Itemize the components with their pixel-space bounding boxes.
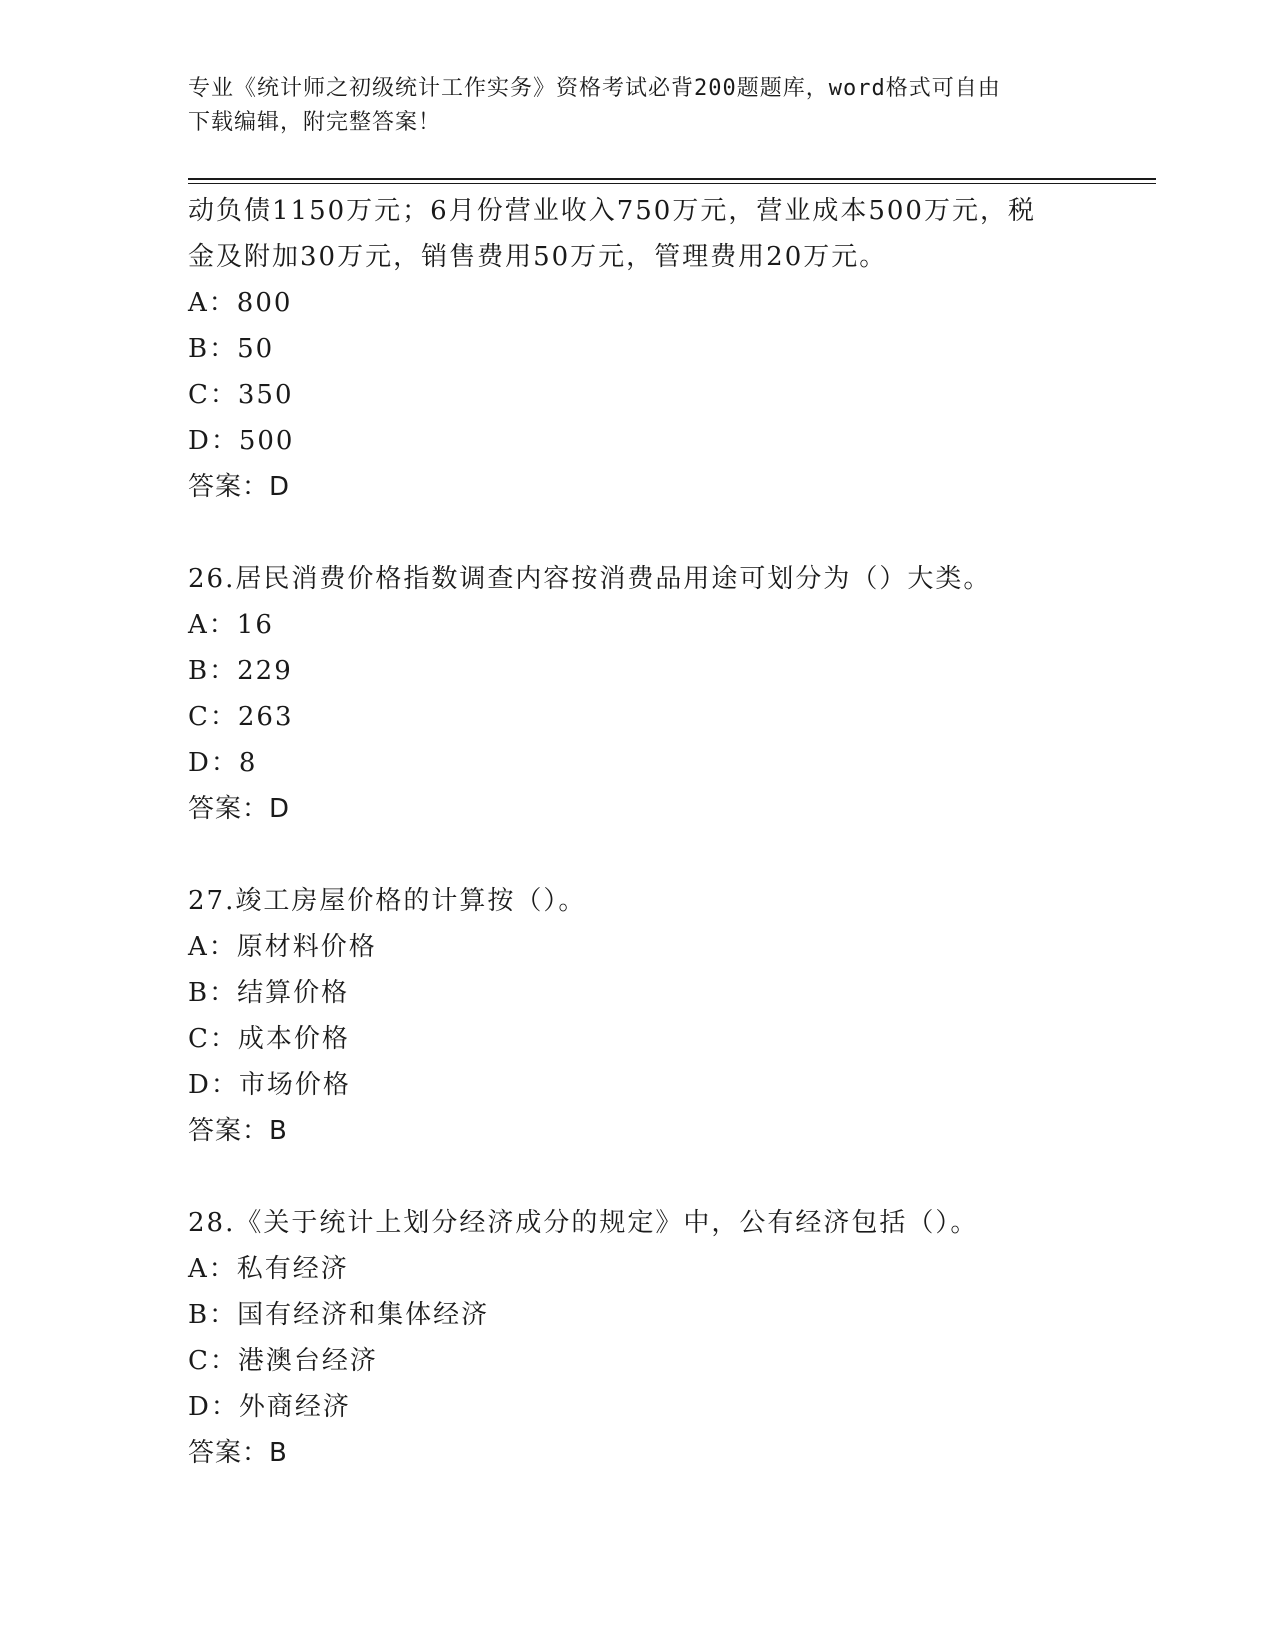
question-block-27 — [188, 878, 1088, 1154]
option-c: C：港澳台经济 — [188, 1346, 378, 1376]
question-block-26 — [188, 556, 1088, 832]
header-title-line-2: 下载编辑，附完整答案！ — [188, 110, 442, 135]
page-header — [188, 72, 1068, 140]
question-stem: 26.居民消费价格指数调查内容按消费品用途可划分为（）大类。 — [188, 564, 992, 594]
answer-line: 答案：D — [188, 472, 291, 502]
option-d: D：外商经济 — [188, 1392, 351, 1422]
option-b: B：229 — [188, 656, 293, 686]
answer-line: 答案：B — [188, 1438, 288, 1468]
option-c: C：263 — [188, 702, 294, 732]
question-text-continued: 金及附加30万元，销售费用50万元，管理费用20万元。 — [188, 242, 888, 272]
question-text-continued: 动负债1150万元；6月份营业收入750万元，营业成本500万元，税 — [188, 196, 1036, 226]
spacer — [188, 832, 1088, 878]
option-d: D：8 — [188, 748, 258, 778]
option-d: D：500 — [188, 426, 295, 456]
option-b: B：国有经济和集体经济 — [188, 1300, 490, 1330]
header-divider — [188, 178, 1156, 184]
option-c: C：成本价格 — [188, 1024, 350, 1054]
spacer — [188, 1154, 1088, 1200]
option-c: C：350 — [188, 380, 294, 410]
answer-line: 答案：B — [188, 1116, 288, 1146]
answer-line: 答案：D — [188, 794, 291, 824]
option-d: D：市场价格 — [188, 1070, 351, 1100]
question-list — [188, 188, 1088, 1476]
header-title-line-1: 专业《统计师之初级统计工作实务》资格考试必背200题题库，word格式可自由 — [188, 76, 1001, 101]
question-block-28 — [188, 1200, 1088, 1476]
spacer — [188, 510, 1088, 556]
option-a: A：私有经济 — [188, 1254, 349, 1284]
option-a: A：原材料价格 — [188, 932, 377, 962]
option-a: A：800 — [188, 288, 293, 318]
question-stem: 28.《关于统计上划分经济成分的规定》中，公有经济包括（）。 — [188, 1208, 979, 1238]
question-block-25 — [188, 188, 1088, 510]
question-stem: 27.竣工房屋价格的计算按（）。 — [188, 886, 587, 916]
option-b: B：50 — [188, 334, 275, 364]
option-b: B：结算价格 — [188, 978, 350, 1008]
option-a: A：16 — [188, 610, 274, 640]
